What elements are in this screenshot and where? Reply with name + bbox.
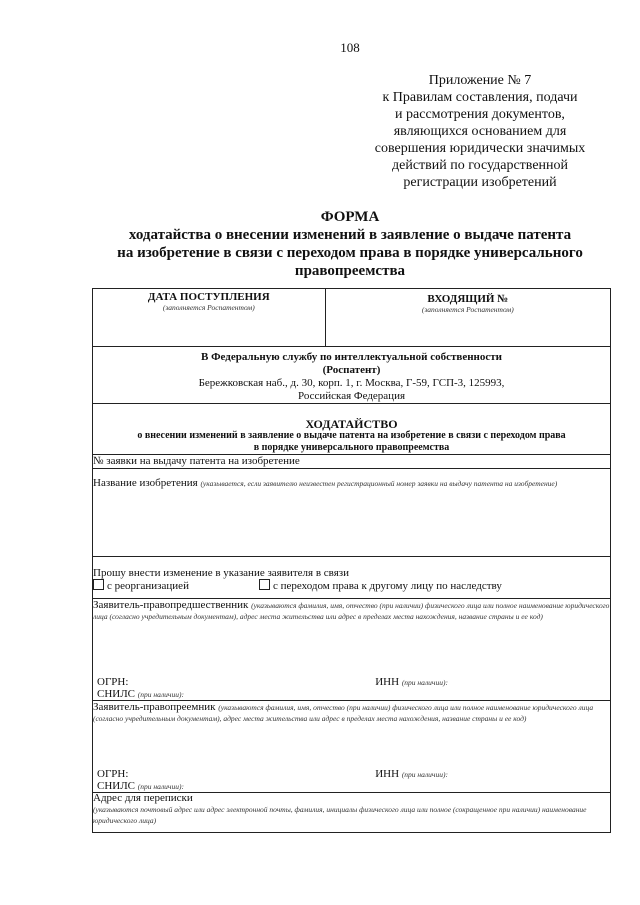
recipient-country: Российская Федерация [297,390,406,402]
inn-label: ИНН [375,676,400,688]
successor-snils-label: СНИЛС [97,780,136,792]
page-number: 108 [340,40,360,55]
successor-label: Заявитель-правопреемник [93,701,216,713]
recipient-block [93,347,611,404]
correspondence-address-field[interactable] [93,793,611,833]
form-title-line: ходатайства о внесении изменений в заявление о выдаче патента [128,227,572,243]
inheritance-checkbox[interactable] [259,579,270,590]
inheritance-label: с переходом права к другому лицу по наследству [273,580,502,592]
petition-subject-cont: в порядке универсального правопреемства [253,442,450,453]
inn-hint: (при наличии): [401,770,448,779]
successor-field[interactable] [93,701,611,793]
predecessor-inn [375,676,448,688]
form-title [90,208,610,280]
invention-name-field[interactable] [93,469,611,557]
inheritance-option[interactable] [259,579,502,592]
appendix-line: к Правилам составления, подачи [382,90,578,105]
inn-label: ИНН [375,768,400,780]
petition-title: ХОДАТАЙСТВО [305,417,398,431]
appendix-line: являющихся основанием для [393,124,567,139]
application-number-field[interactable] [93,455,611,469]
predecessor-snils-label: СНИЛС [97,688,136,700]
receipt-date-hint: (заполняется Роспатентом) [162,303,255,312]
predecessor-label: Заявитель-правопредшественник [93,599,249,611]
petition-heading [93,404,611,455]
petition-form-table [92,288,611,833]
predecessor-ogrn-label: ОГРН: [97,676,129,688]
predecessor-ids [97,676,606,700]
recipient-abbrev: (Роспатент) [322,364,381,376]
recipient-name: В Федеральную службу по интеллектуальной собственности [200,351,502,363]
appendix-line: действий по государственной [391,158,569,173]
reorganization-option[interactable] [93,579,189,592]
incoming-number-label: ВХОДЯЩИЙ № [427,293,509,305]
application-number-label: № заявки на выдачу патента на изобретение [93,455,300,467]
reorganization-checkbox[interactable] [93,579,104,590]
change-request-text: Прошу внести изменение в указание заявителя в связи [93,567,349,579]
successor-ids [97,768,606,792]
predecessor-field[interactable] [93,599,611,701]
appendix-line: совершения юридически значимых [374,141,586,156]
address-hint: (указываются почтовый адрес или адрес электронной почты, фамилия, инициалы физического лица или полное (сокращенное при наличии) наименование юридического лица) [93,805,587,825]
form-title-line: на изобретение в связи с переходом права в порядке универсального [117,245,583,261]
successor-ogrn-label: ОГРН: [97,768,129,780]
successor-inn [375,768,448,780]
inn-hint: (при наличии): [401,678,448,687]
invention-name-label: Название изобретения [93,477,198,489]
change-request-block [93,557,611,599]
successor-hint: (указываются фамилия, имя, отчество (при наличии) физического лица или полное наименование юридического лица (согласно учредительным документам), адрес места жительства или адрес в пределах места нахождения, название страны и ее код) [93,703,594,723]
snils-hint: (при наличии): [137,782,184,791]
incoming-number-cell[interactable] [325,289,610,347]
address-label: Адрес для переписки [93,792,193,804]
appendix-reference [360,72,600,191]
incoming-number-hint: (заполняется Роспатентом) [421,305,514,314]
recipient-address: Бережковская наб., д. 30, корп. 1, г. Москва, Г-59, ГСП-3, 125993, [198,377,505,389]
receipt-date-cell[interactable] [93,289,326,347]
predecessor-hint: (указываются фамилия, имя, отчество (при наличии) физического лица или полное наименование юридического лица (согласно учредительным документам), адрес места жительства или адрес в пределах места нахождения, название страны и ее код) [93,601,610,621]
invention-name-hint: (указывается, если заявителю неизвестен регистрационный номер заявки на выдачу патента на изобретение) [200,479,558,488]
form-title-word: ФОРМА [320,209,380,225]
appendix-line: регистрации изобретений [403,175,557,190]
form-title-line: правопреемства [294,263,406,279]
petition-subject: о внесении изменений в заявление о выдаче патента на изобретение в связи с переходом права [137,430,566,441]
receipt-date-label: ДАТА ПОСТУПЛЕНИЯ [147,291,270,303]
appendix-line: Приложение № 7 [428,73,532,88]
reorganization-label: с реорганизацией [107,580,189,592]
appendix-line: и рассмотрения документов, [395,107,565,122]
snils-hint: (при наличии): [137,690,184,699]
